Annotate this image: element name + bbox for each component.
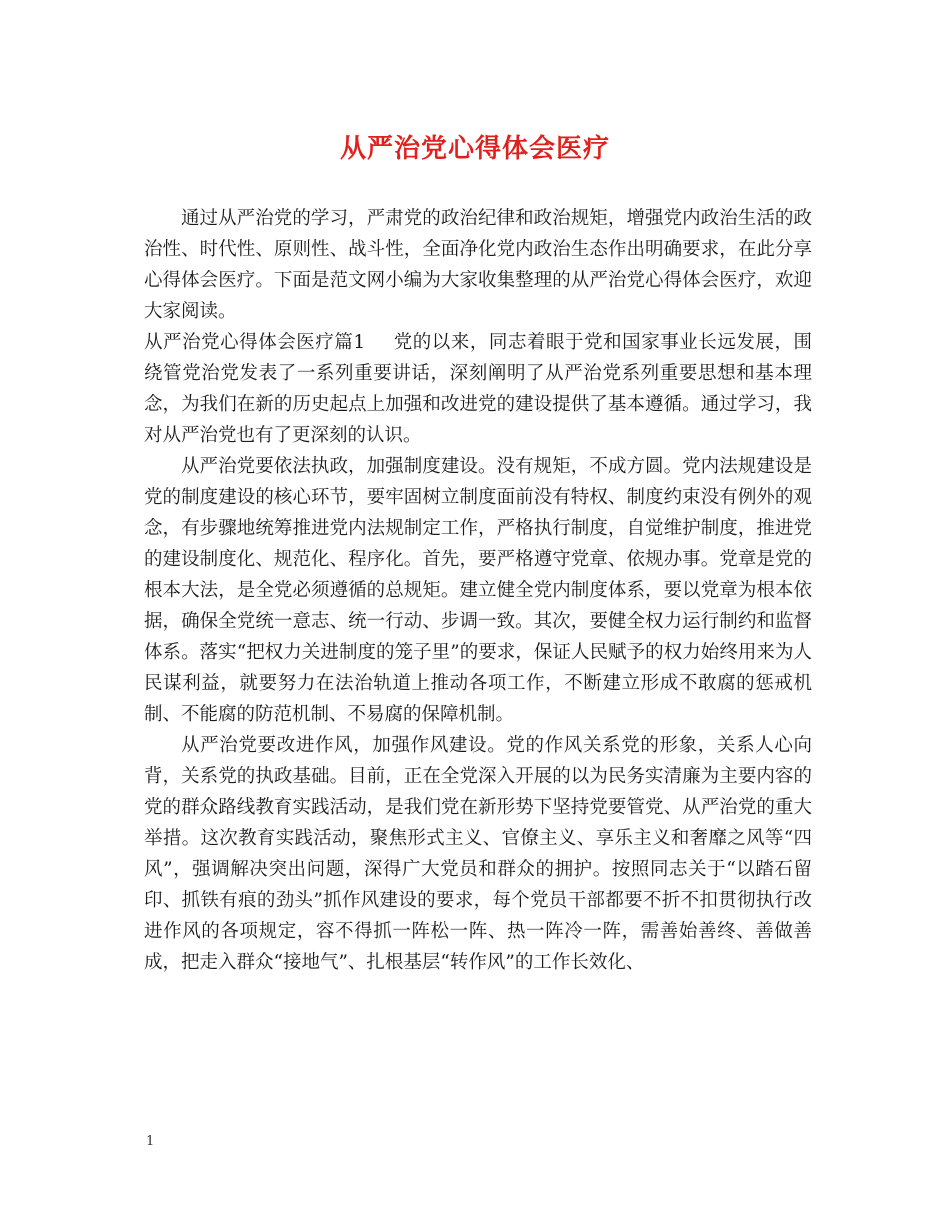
section-paragraph bbox=[144, 327, 812, 451]
document-body bbox=[144, 203, 812, 978]
intro-paragraph: 通过从严治党的学习，严肃党的政治纪律和政治规矩，增强党内政治生活的政治性、时代性、原则性、战斗性，全面净化党内政治生态作出明确要求，在此分享心得体会医疗。下面是范文网小编为大家收集整理的从严治党心得体会医疗，欢迎大家阅读。 bbox=[144, 208, 812, 322]
body-paragraph-2: 从严治党要依法执政，加强制度建设。没有规矩，不成方圆。党内法规建设是党的制度建设的核心环节，要牢固树立制度面前没有特权、制度约束没有例外的观念，有步骤地统筹推进党内法规制定工作，严格执行制度，自觉维护制度，推进党的建设制度化、规范化、程序化。首先，要严格遵守党章、依规办事。党章是党的根本大法，是全党必须遵循的总规矩。建立健全党内制度体系，要以党章为根本依据，确保全党统一意志、统一行动、步调一致。其次，要健全权力运行制约和监督体系。落实“把权力关进制度的笼子里”的要求，保证人民赋予的权力始终用来为人民谋利益，就要努力在法治轨道上推动各项工作，不断建立形成不敢腐的惩戒机制、不能腐的防范机制、不易腐的保障机制。 bbox=[144, 456, 812, 725]
page-number: 1 bbox=[146, 1134, 155, 1149]
section-label: 从严治党心得体会医疗篇1 bbox=[144, 332, 366, 353]
document-title: 从严治党心得体会医疗 bbox=[339, 134, 610, 164]
body-paragraph-3: 从严治党要改进作风，加强作风建设。党的作风关系党的形象，关系人心向背，关系党的执政基础。目前，正在全党深入开展的以为民务实清廉为主要内容的党的群众路线教育实践活动，是我们党在新形势下坚持党要管党、从严治党的重大举措。这次教育实践活动，聚焦形式主义、官僚主义、享乐主义和奢靡之风等“四风”，强调解决突出问题，深得广大党员和群众的拥护。按照同志关于“以踏石留印、抓铁有痕的劲头”抓作风建设的要求，每个党员干部都要不折不扣贯彻执行改进作风的各项规定，容不得抓一阵松一阵、热一阵冷一阵，需善始善终、善做善成，把走入群众“接地气”、扎根基层“转作风”的工作长效化、 bbox=[144, 735, 812, 973]
section-first-text: 党的以来，同志着眼于党和国家事业长远发展，围绕管党治党发表了一系列重要讲话，深刻阐明了从严治党系列重要思想和基本理念，为我们在新的历史起点上加强和改进党的建设提供了基本遵循。通过学习，我对从严治党也有了更深刻的认识。 bbox=[144, 332, 812, 446]
